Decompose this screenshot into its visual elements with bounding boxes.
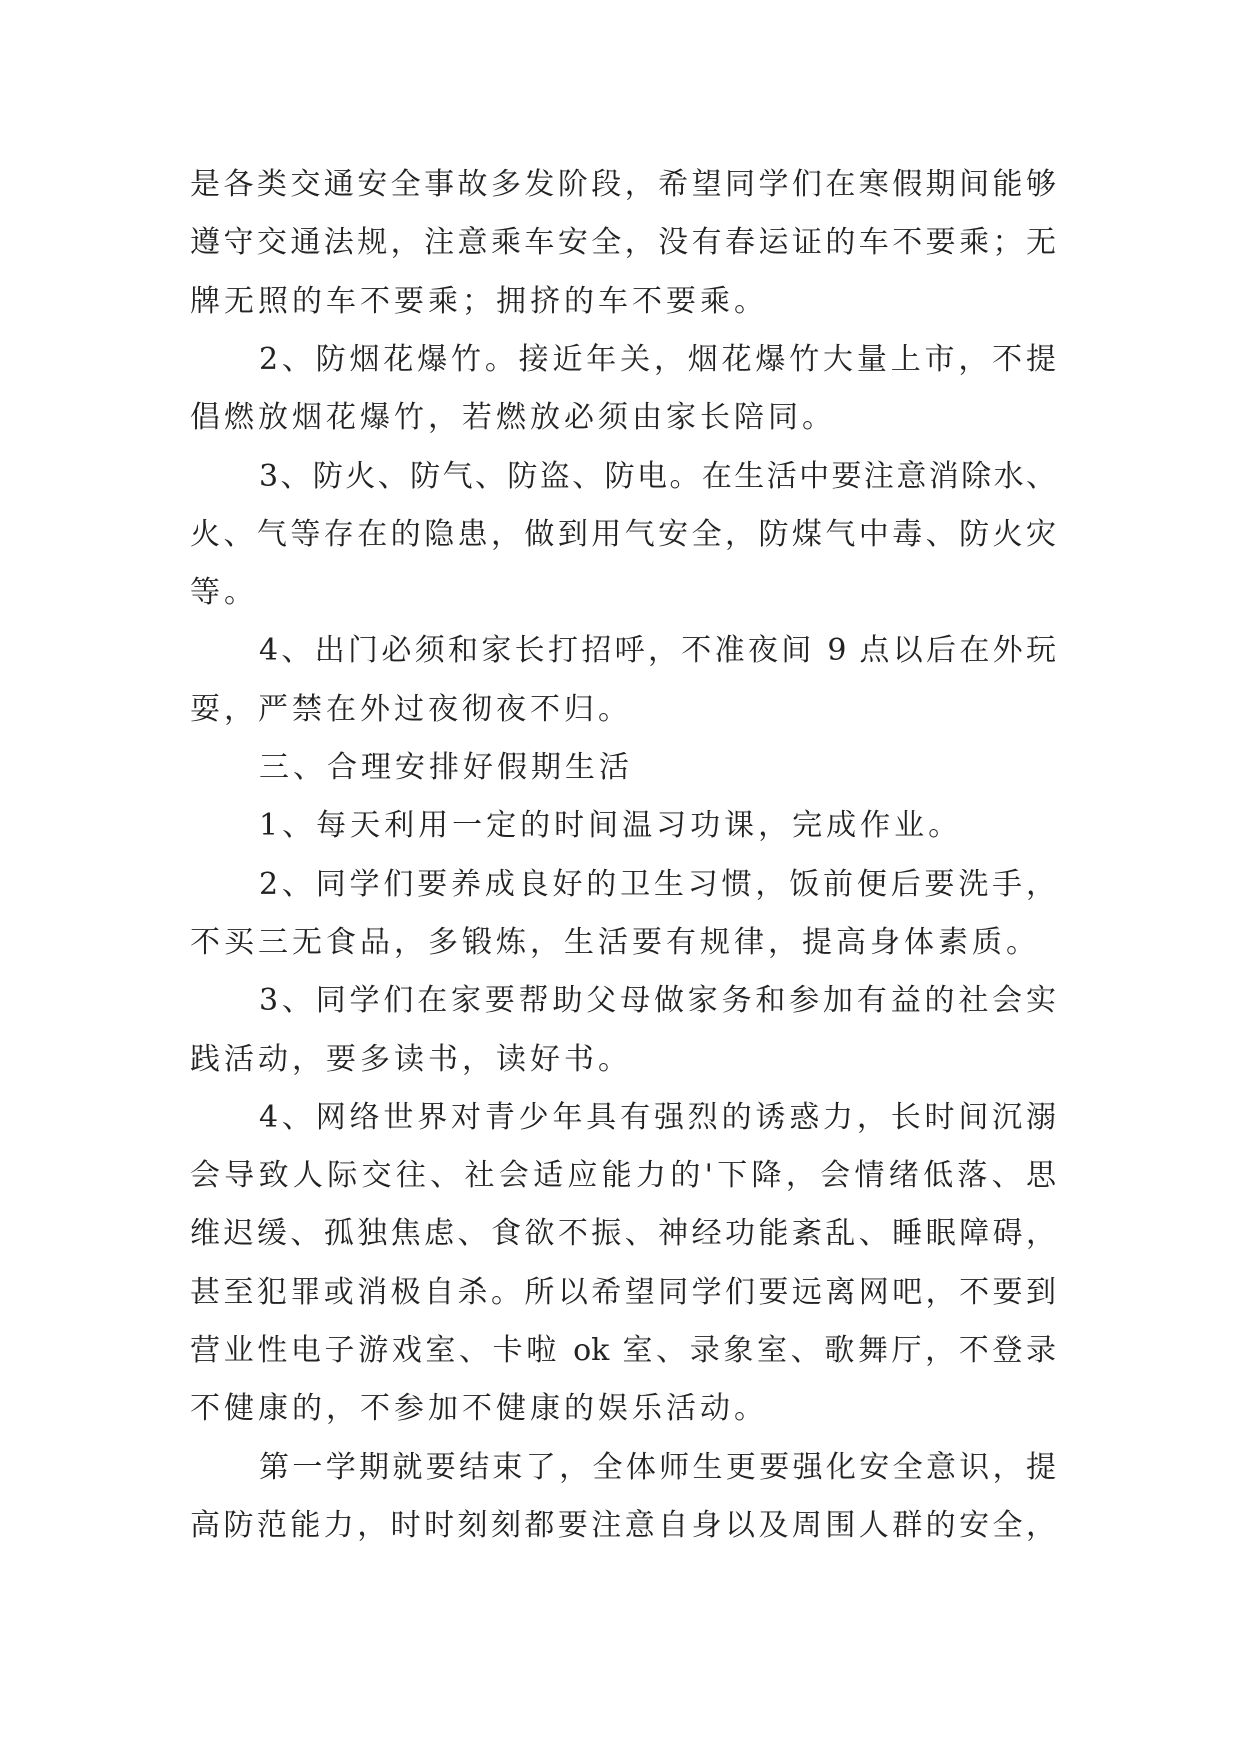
text-line: 等。 [190,575,258,610]
text-line: 高防范能力，时时刻刻都要注意自身以及周围人群的安全， [190,1508,1056,1543]
text-line: 践活动，要多读书，读好书。 [190,1042,632,1077]
text-line: 维迟缓、孤独焦虑、食欲不振、神经功能紊乱、睡眠障碍， [190,1216,1056,1251]
paragraph-first-line: 2、同学们要养成良好的卫生习惯，饭前便后要洗手， [259,867,1056,902]
text-line: 耍，严禁在外过夜彻夜不归。 [190,692,632,727]
text-line: 营业性电子游戏室、卡啦 ok 室、录象室、歌舞厅，不登录 [190,1333,1056,1368]
paragraph-first-line: 第一学期就要结束了，全体师生更要强化安全意识，提 [259,1450,1056,1485]
paragraph-first-line: 3、同学们在家要帮助父母做家务和参加有益的社会实 [259,983,1056,1018]
text-line: 牌无照的车不要乘；拥挤的车不要乘。 [190,284,768,319]
text-line: 是各类交通安全事故多发阶段，希望同学们在寒假期间能够 [190,167,1056,202]
paragraph-first-line: 4、网络世界对青少年具有强烈的诱惑力，长时间沉溺 [259,1100,1056,1135]
text-line: 会导致人际交往、社会适应能力的'下降，会情绪低落、思 [190,1158,1056,1193]
text-line: 甚至犯罪或消极自杀。所以希望同学们要远离网吧，不要到 [190,1275,1056,1310]
paragraph-first-line: 1、每天利用一定的时间温习功课，完成作业。 [259,808,963,843]
section-heading: 三、合理安排好假期生活 [259,750,633,785]
paragraph-first-line: 2、防烟花爆竹。接近年关，烟花爆竹大量上市，不提 [259,342,1056,377]
paragraph-first-line: 3、防火、防气、防盗、防电。在生活中要注意消除水、 [259,459,1056,494]
text-line: 遵守交通法规，注意乘车安全，没有春运证的车不要乘；无 [190,225,1056,260]
text-line: 倡燃放烟花爆竹，若燃放必须由家长陪同。 [190,400,836,435]
text-line: 不健康的，不参加不健康的娱乐活动。 [190,1391,768,1426]
text-line: 不买三无食品，多锻炼，生活要有规律，提高身体素质。 [190,925,1040,960]
paragraph-first-line: 4、出门必须和家长打招呼，不准夜间 9 点以后在外玩 [259,633,1056,668]
text-line: 火、气等存在的隐患，做到用气安全，防煤气中毒、防火灾 [190,517,1056,552]
